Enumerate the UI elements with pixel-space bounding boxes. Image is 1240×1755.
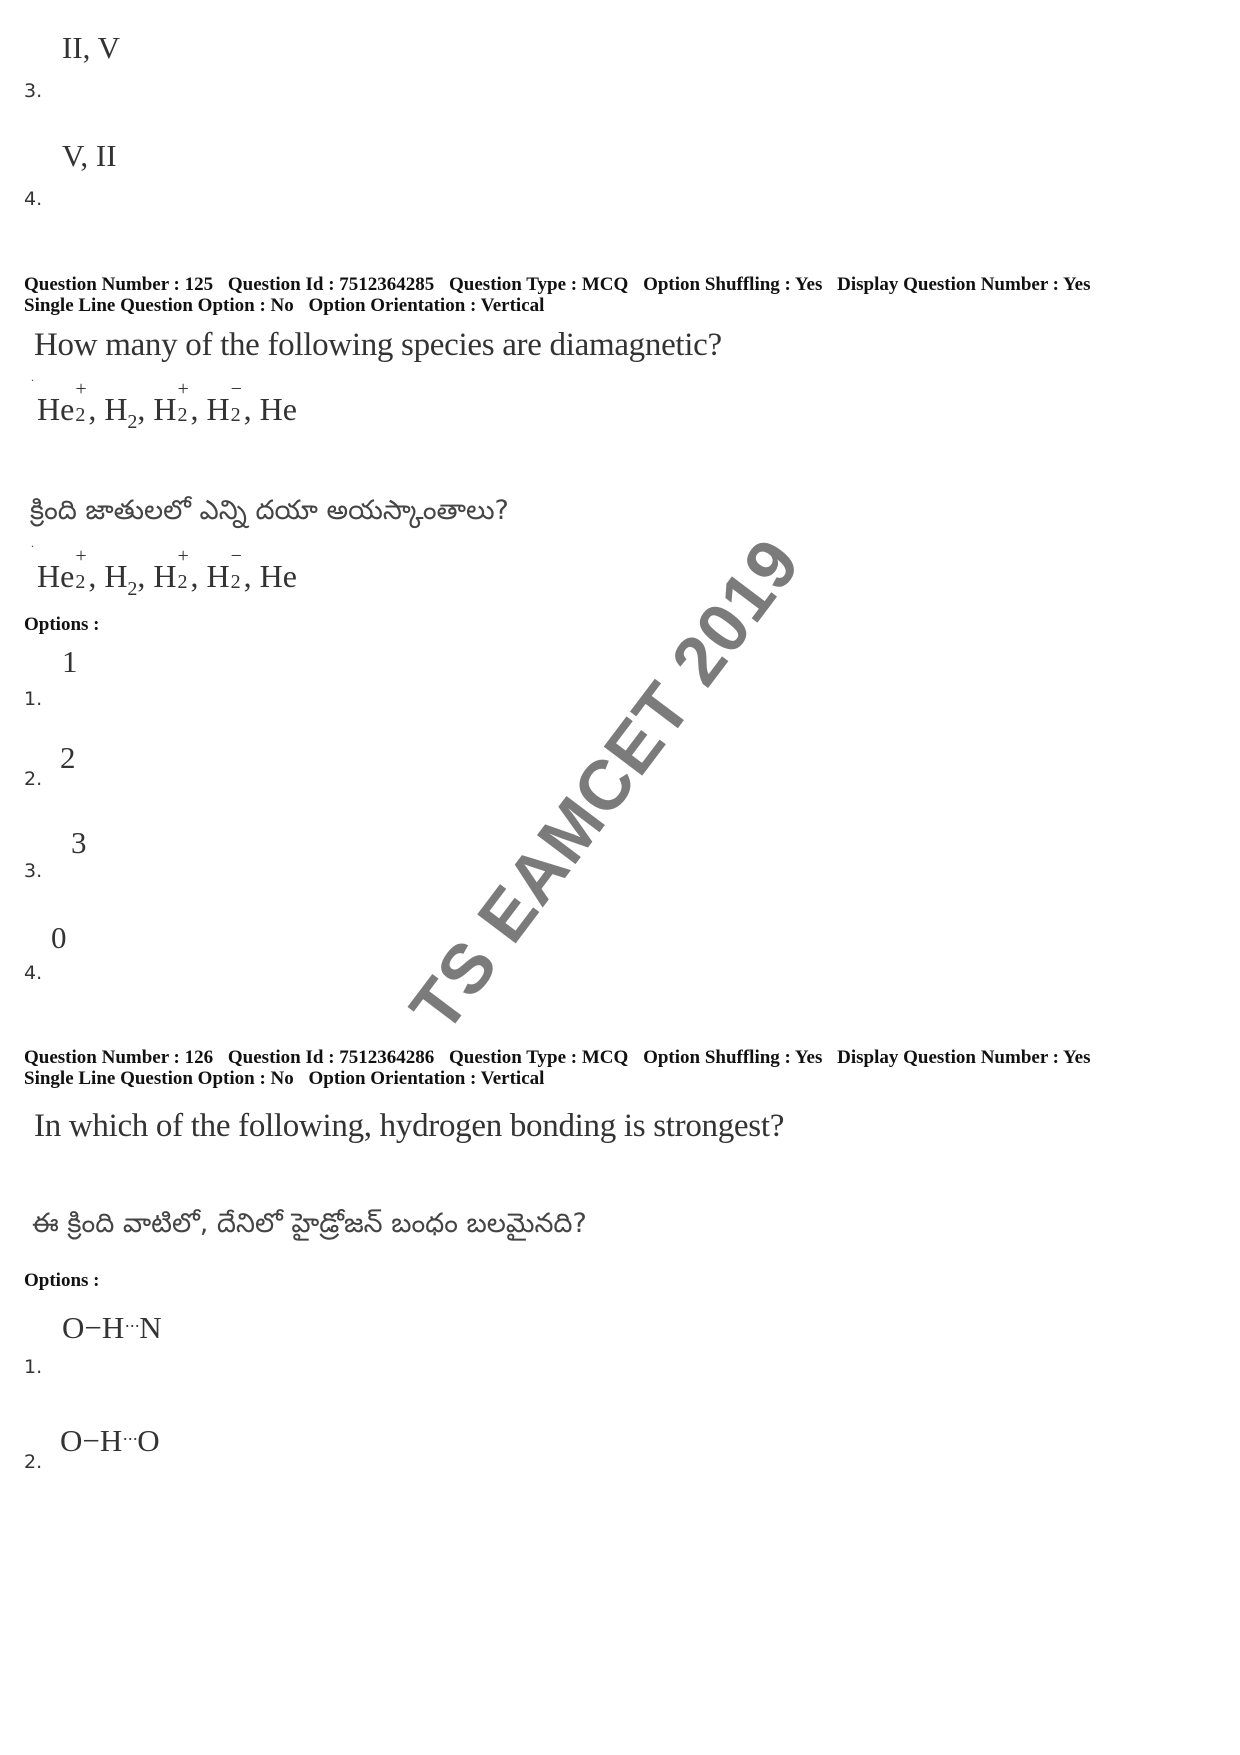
bullet-dot: .	[31, 370, 34, 384]
question-text-en: How many of the following species are diamagnetic?	[34, 327, 722, 363]
watermark: TS EAMCET 2019	[395, 524, 815, 1046]
option-number: 4.	[24, 962, 43, 984]
meta-option-shuffling: Option Shuffling : Yes	[643, 1047, 823, 1068]
question-text-te: క్రింది జాతులలో ఎన్ని దయా అయస్కాంతాలు?	[30, 495, 509, 526]
option-value: 1	[62, 644, 78, 679]
species-list: He + 2 , $H_2$, H + 2 , H − 2 , He	[37, 545, 297, 600]
question-text-en: In which of the following, hydrogen bonding is strongest?	[34, 1108, 785, 1144]
option-value: II, V	[62, 30, 120, 65]
options-label: Options :	[24, 1270, 100, 1291]
meta-question-type: Question Type : MCQ	[449, 274, 629, 295]
bullet-dot: .	[31, 536, 34, 550]
question-meta-125	[24, 274, 1100, 316]
meta-question-number: Question Number : 125	[24, 274, 214, 295]
option-value: 3	[71, 825, 87, 860]
question-meta-126	[24, 1047, 1100, 1089]
option-value: O−H···N	[62, 1310, 162, 1345]
meta-option-shuffling: Option Shuffling : Yes	[643, 274, 823, 295]
option-number: 1.	[24, 688, 43, 710]
species-list: He + 2 , $H_2$, H + 2 , H − 2 , He	[37, 378, 297, 433]
option-number: 2.	[24, 768, 43, 790]
option-value: V, II	[62, 138, 117, 173]
option-value: 0	[51, 920, 67, 955]
meta-question-type: Question Type : MCQ	[449, 1047, 629, 1068]
option-number: 1.	[24, 1356, 43, 1378]
option-number: 3.	[24, 860, 43, 882]
meta-single-line: Single Line Question Option : No	[24, 295, 294, 316]
meta-display-number: Display Question Number : Yes	[837, 274, 1091, 295]
meta-single-line: Single Line Question Option : No	[24, 1068, 294, 1089]
option-number: 4.	[24, 188, 43, 210]
option-number: 2.	[24, 1451, 43, 1473]
meta-display-number: Display Question Number : Yes	[837, 1047, 1091, 1068]
option-value: O−H···O	[60, 1423, 160, 1458]
meta-question-id: Question Id : 7512364285	[227, 274, 435, 295]
question-text-te: ఈ క్రింది వాటిలో, దేనిలో హైడ్రోజన్ బంధం బలమైనది?	[32, 1208, 587, 1239]
options-label: Options :	[24, 614, 100, 635]
meta-question-number: Question Number : 126	[24, 1047, 214, 1068]
meta-orientation: Option Orientation : Vertical	[308, 1068, 545, 1089]
meta-question-id: Question Id : 7512364286	[227, 1047, 435, 1068]
option-number: 3.	[24, 80, 43, 102]
option-value: 2	[60, 740, 76, 775]
meta-orientation: Option Orientation : Vertical	[308, 295, 545, 316]
